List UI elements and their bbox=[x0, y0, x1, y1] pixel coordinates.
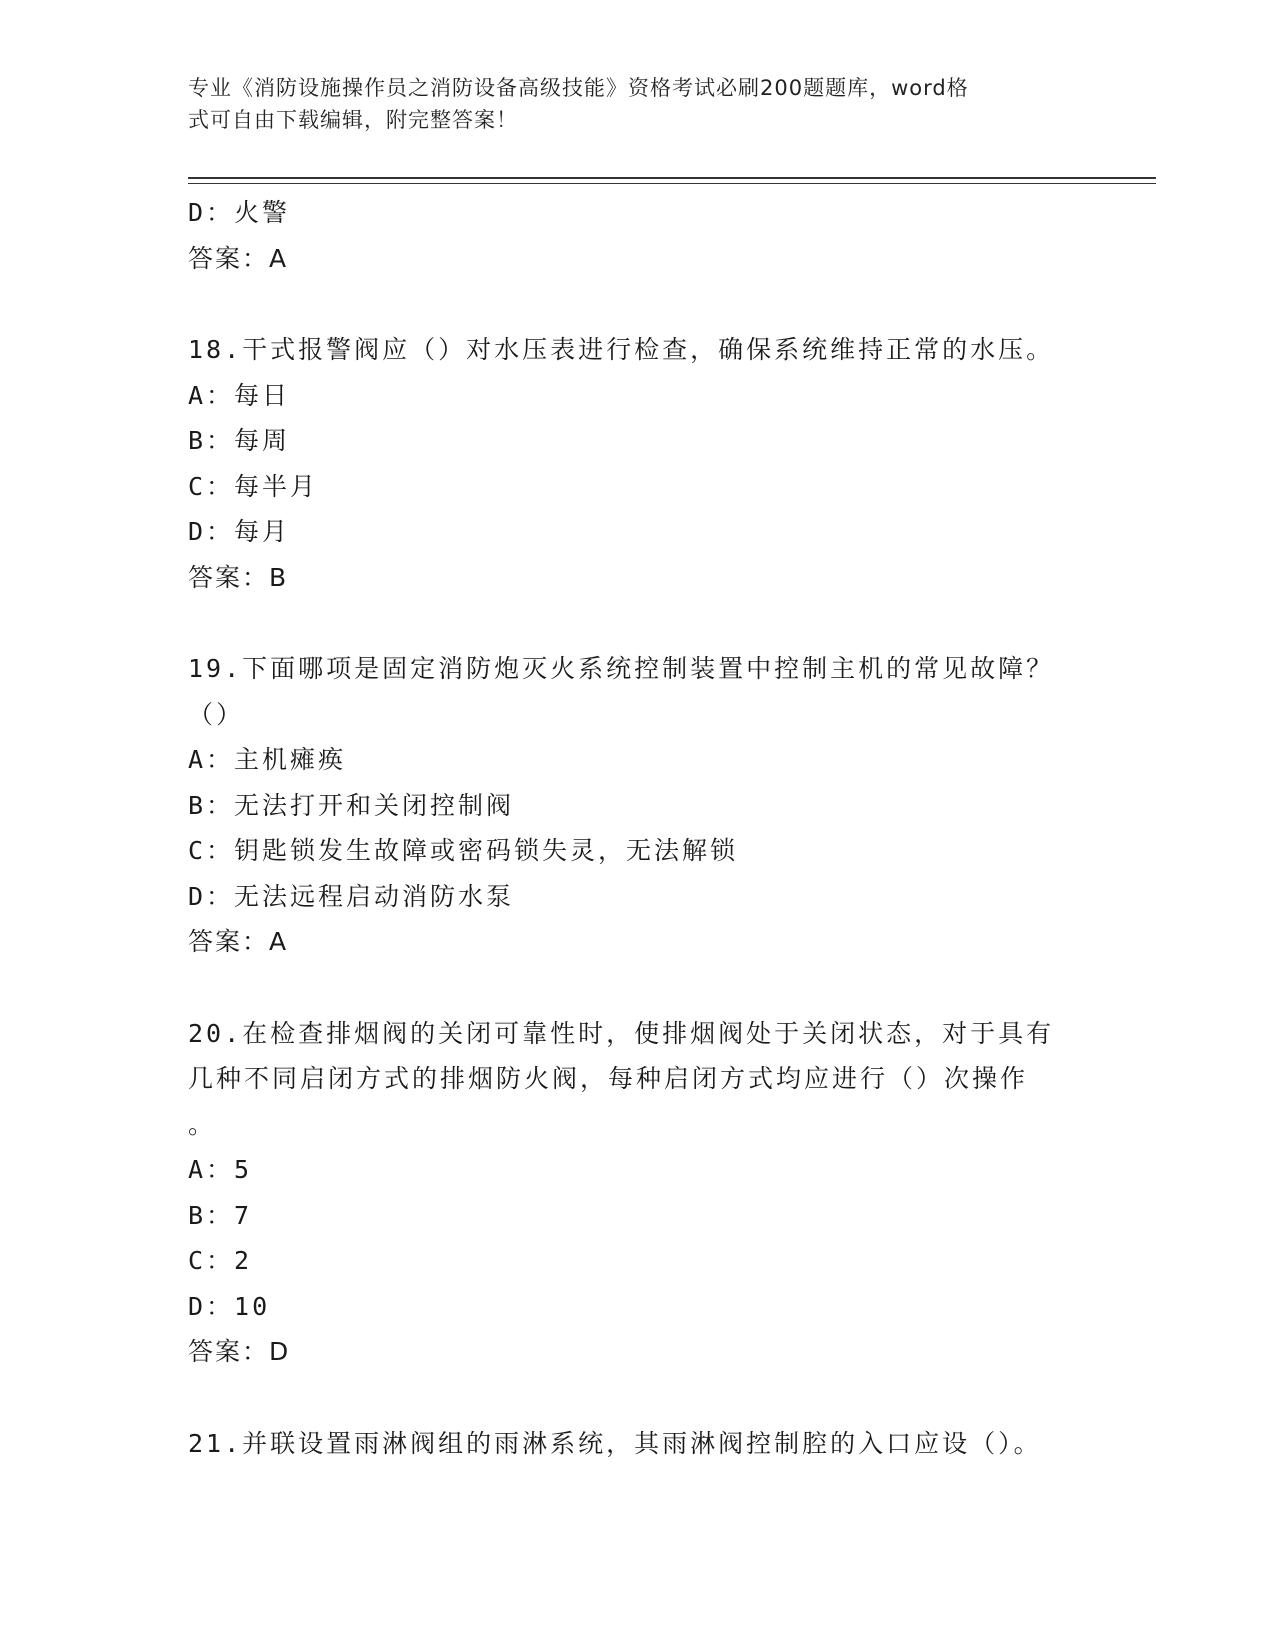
question-stem: 21.并联设置雨淋阀组的雨淋系统，其雨淋阀控制腔的入口应设（）。 bbox=[188, 1428, 1042, 1458]
question-stem: 18.干式报警阀应（）对水压表进行检查，确保系统维持正常的水压。 bbox=[188, 335, 1055, 364]
option-a: A：5 bbox=[188, 1155, 253, 1184]
option-c: C：钥匙锁发生故障或密码锁失灵，无法解锁 bbox=[188, 836, 739, 865]
option-c: C：每半月 bbox=[188, 471, 319, 501]
answer-line: 答案：B bbox=[188, 562, 289, 592]
question-stem-line-1: 20.在检查排烟阀的关闭可靠性时，使排烟阀处于关闭状态，对于具有 bbox=[188, 1018, 1055, 1048]
option-a: A：主机瘫痪 bbox=[188, 745, 347, 774]
question-list bbox=[188, 190, 1088, 1466]
question-17-tail bbox=[188, 190, 1088, 281]
option-a: A：每日 bbox=[188, 380, 291, 410]
question-18 bbox=[188, 327, 1088, 600]
question-20 bbox=[188, 1011, 1088, 1375]
answer-line: 答案：A bbox=[188, 927, 289, 956]
option-d: D：无法远程启动消防水泵 bbox=[188, 881, 515, 911]
option-b: B：无法打开和关闭控制阀 bbox=[188, 790, 515, 820]
question-stem-line-3: 。 bbox=[188, 1109, 217, 1139]
question-stem-line-2: （） bbox=[188, 699, 245, 729]
document-header bbox=[188, 72, 1068, 136]
answer-line: 答案：D bbox=[188, 1337, 291, 1366]
option-b: B：7 bbox=[188, 1200, 253, 1230]
header-rule-thin bbox=[188, 183, 1156, 184]
option-d: D：火警 bbox=[188, 198, 291, 227]
header-line-1: 专业《消防设施操作员之消防设备高级技能》资格考试必刷200题题库，word格 bbox=[188, 76, 969, 100]
option-d: D：10 bbox=[188, 1291, 271, 1321]
option-b: B：每周 bbox=[188, 426, 291, 455]
question-21 bbox=[188, 1421, 1088, 1467]
header-rule-thick bbox=[188, 177, 1156, 179]
option-c: C：2 bbox=[188, 1246, 253, 1275]
answer-line: 答案：A bbox=[188, 243, 289, 273]
header-line-2: 式可自由下载编辑，附完整答案！ bbox=[188, 108, 518, 132]
question-stem-line-2: 几种不同启闭方式的排烟防火阀，每种启闭方式均应进行（）次操作 bbox=[188, 1064, 1029, 1093]
question-stem-line-1: 19.下面哪项是固定消防炮灭火系统控制装置中控制主机的常见故障？ bbox=[188, 654, 1055, 683]
option-d: D：每月 bbox=[188, 517, 291, 546]
question-19 bbox=[188, 646, 1088, 965]
